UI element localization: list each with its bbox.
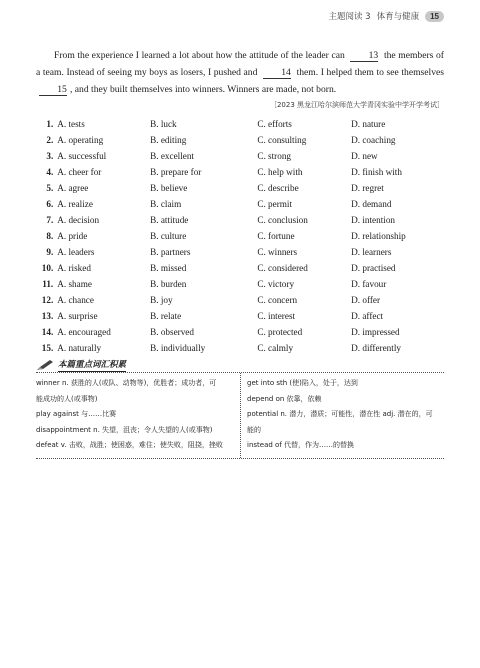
- option-a: A. successful: [57, 151, 107, 161]
- option-d: D. practised: [351, 263, 396, 273]
- option-a: A. pride: [57, 231, 88, 241]
- blank-13: 13: [350, 50, 378, 62]
- vocab-entry: disappointment n. 失望，沮丧；令人失望的人(或事物): [36, 425, 213, 434]
- question-row: [36, 132, 444, 148]
- option-d: D. favour: [351, 279, 387, 289]
- option-c: C. considered: [257, 263, 308, 273]
- option-c: C. victory: [257, 279, 295, 289]
- option-c: C. strong: [257, 151, 292, 161]
- question-number: 2.: [46, 135, 54, 145]
- option-d: D. offer: [351, 295, 381, 305]
- option-a: A. naturally: [57, 343, 102, 353]
- option-c: C. consulting: [257, 135, 307, 145]
- page-header: [328, 10, 444, 22]
- option-c: C. describe: [257, 183, 299, 193]
- vocab-entry: depend on 依靠，依赖: [247, 394, 322, 403]
- question-number: 1.: [46, 119, 54, 129]
- option-b: B. culture: [150, 231, 187, 241]
- question-row: [36, 180, 444, 196]
- vocab-entry: 能的: [247, 425, 261, 434]
- question-number: 7.: [46, 215, 54, 225]
- option-d: D. demand: [351, 199, 392, 209]
- pen-icon: [36, 359, 54, 371]
- option-b: B. observed: [150, 327, 194, 337]
- vocab-entry: potential n. 潜力，潜质；可能性，潜在性 adj. 潜在的，可: [247, 410, 433, 418]
- option-a: A. chance: [57, 295, 94, 305]
- option-a: A. tests: [57, 119, 85, 129]
- option-d: D. nature: [351, 119, 386, 129]
- passage-segment: them. I helped them to see themselves: [296, 67, 444, 78]
- option-a: A. cheer for: [57, 167, 102, 177]
- question-number: 8.: [46, 231, 54, 241]
- option-d: D. regret: [351, 183, 384, 193]
- option-a: A. leaders: [57, 247, 95, 257]
- question-row: [36, 340, 444, 356]
- option-d: D. coaching: [351, 135, 396, 145]
- option-b: B. prepare for: [150, 167, 202, 177]
- vocab-entry: winner n. 获胜的人(或队、动物等)，优胜者；成功者，可: [36, 379, 217, 387]
- question-row: [36, 116, 444, 132]
- question-row: [36, 228, 444, 244]
- question-row: [36, 260, 444, 276]
- option-d: D. impressed: [351, 327, 400, 337]
- vocab-entry: instead of 代替，作为……的替换: [247, 441, 355, 449]
- question-number: 15.: [41, 343, 54, 353]
- header-section: 主题阅读 3: [328, 12, 371, 22]
- option-a: A. agree: [57, 183, 89, 193]
- option-d: D. relationship: [351, 231, 406, 241]
- question-number: 13.: [41, 311, 54, 321]
- passage-text: [36, 47, 444, 98]
- option-c: C. concern: [257, 295, 298, 305]
- option-c: C. winners: [257, 247, 298, 257]
- option-b: B. relate: [150, 311, 182, 321]
- question-row: [36, 196, 444, 212]
- header-topic: 体育与健康: [376, 12, 420, 22]
- option-b: B. burden: [150, 279, 187, 289]
- question-row: [36, 324, 444, 340]
- option-c: C. help with: [257, 167, 303, 177]
- vocab-column-left: [36, 373, 240, 458]
- option-b: B. joy: [150, 295, 173, 305]
- question-row: [36, 212, 444, 228]
- question-number: 6.: [46, 199, 54, 209]
- option-b: B. editing: [150, 135, 187, 145]
- question-row: [36, 276, 444, 292]
- option-b: B. excellent: [150, 151, 194, 161]
- question-row: [36, 292, 444, 308]
- option-c: C. calmly: [257, 343, 294, 353]
- option-c: C. fortune: [257, 231, 295, 241]
- option-b: B. individually: [150, 343, 206, 353]
- passage-segment: From the experience I learned a lot about how the attitude of the leader can: [54, 50, 345, 61]
- option-d: D. differently: [351, 343, 401, 353]
- question-number: 14.: [41, 327, 54, 337]
- option-a: A. encouraged: [57, 327, 111, 337]
- option-a: A. risked: [57, 263, 91, 273]
- question-number: 3.: [46, 151, 54, 161]
- vocab-column-right: [240, 373, 444, 458]
- option-c: C. protected: [257, 327, 303, 337]
- vocab-box: [36, 372, 444, 459]
- option-b: B. claim: [150, 199, 182, 209]
- option-b: B. believe: [150, 183, 188, 193]
- option-c: C. interest: [257, 311, 296, 321]
- question-row: [36, 148, 444, 164]
- blank-15: 15: [39, 84, 67, 96]
- option-b: B. attitude: [150, 215, 189, 225]
- vocab-entry: play against 与……比赛: [36, 410, 117, 418]
- blank-14: 14: [263, 67, 291, 79]
- option-c: C. conclusion: [257, 215, 308, 225]
- option-a: A. realize: [57, 199, 93, 209]
- option-a: A. decision: [57, 215, 100, 225]
- options-list: [36, 116, 444, 356]
- option-d: D. new: [351, 151, 378, 161]
- option-d: D. affect: [351, 311, 384, 321]
- option-a: A. shame: [57, 279, 92, 289]
- option-d: D. finish with: [351, 167, 402, 177]
- question-number: 11.: [42, 279, 54, 289]
- option-b: B. partners: [150, 247, 191, 257]
- question-row: [36, 244, 444, 260]
- option-b: B. missed: [150, 263, 187, 273]
- passage-segment: the members of a team. Instead of seeing my boys as losers, I pushed and: [36, 50, 444, 78]
- passage-segment: , and they built themselves into winners. Winners are made, not born.: [70, 84, 337, 95]
- option-c: C. permit: [257, 199, 293, 209]
- vocab-entry: get into sth (使)陷入，处于，达到: [247, 379, 358, 387]
- option-b: B. luck: [150, 119, 177, 129]
- question-row: [36, 308, 444, 324]
- page-number-badge: 15: [425, 11, 444, 22]
- option-d: D. learners: [351, 247, 392, 257]
- vocab-title-text: 本篇重点词汇积累: [58, 360, 127, 370]
- question-number: 9.: [46, 247, 54, 257]
- question-number: 12.: [41, 295, 54, 305]
- option-a: A. operating: [57, 135, 104, 145]
- source-citation: ［2023 黑龙江哈尔滨师范大学青冈实验中学开学考试］: [269, 101, 444, 109]
- option-a: A. surprise: [57, 311, 98, 321]
- vocab-entry: 能成功的人(或事物): [36, 394, 98, 403]
- question-number: 10.: [41, 263, 54, 273]
- option-d: D. intention: [351, 215, 396, 225]
- question-number: 5.: [46, 183, 54, 193]
- question-number: 4.: [46, 167, 54, 177]
- vocab-entry: defeat v. 击败，战胜；使困惑，难住；使失败，阻挠，挫败: [36, 441, 223, 449]
- vocab-section-title: [36, 358, 126, 372]
- option-c: C. efforts: [257, 119, 292, 129]
- question-row: [36, 164, 444, 180]
